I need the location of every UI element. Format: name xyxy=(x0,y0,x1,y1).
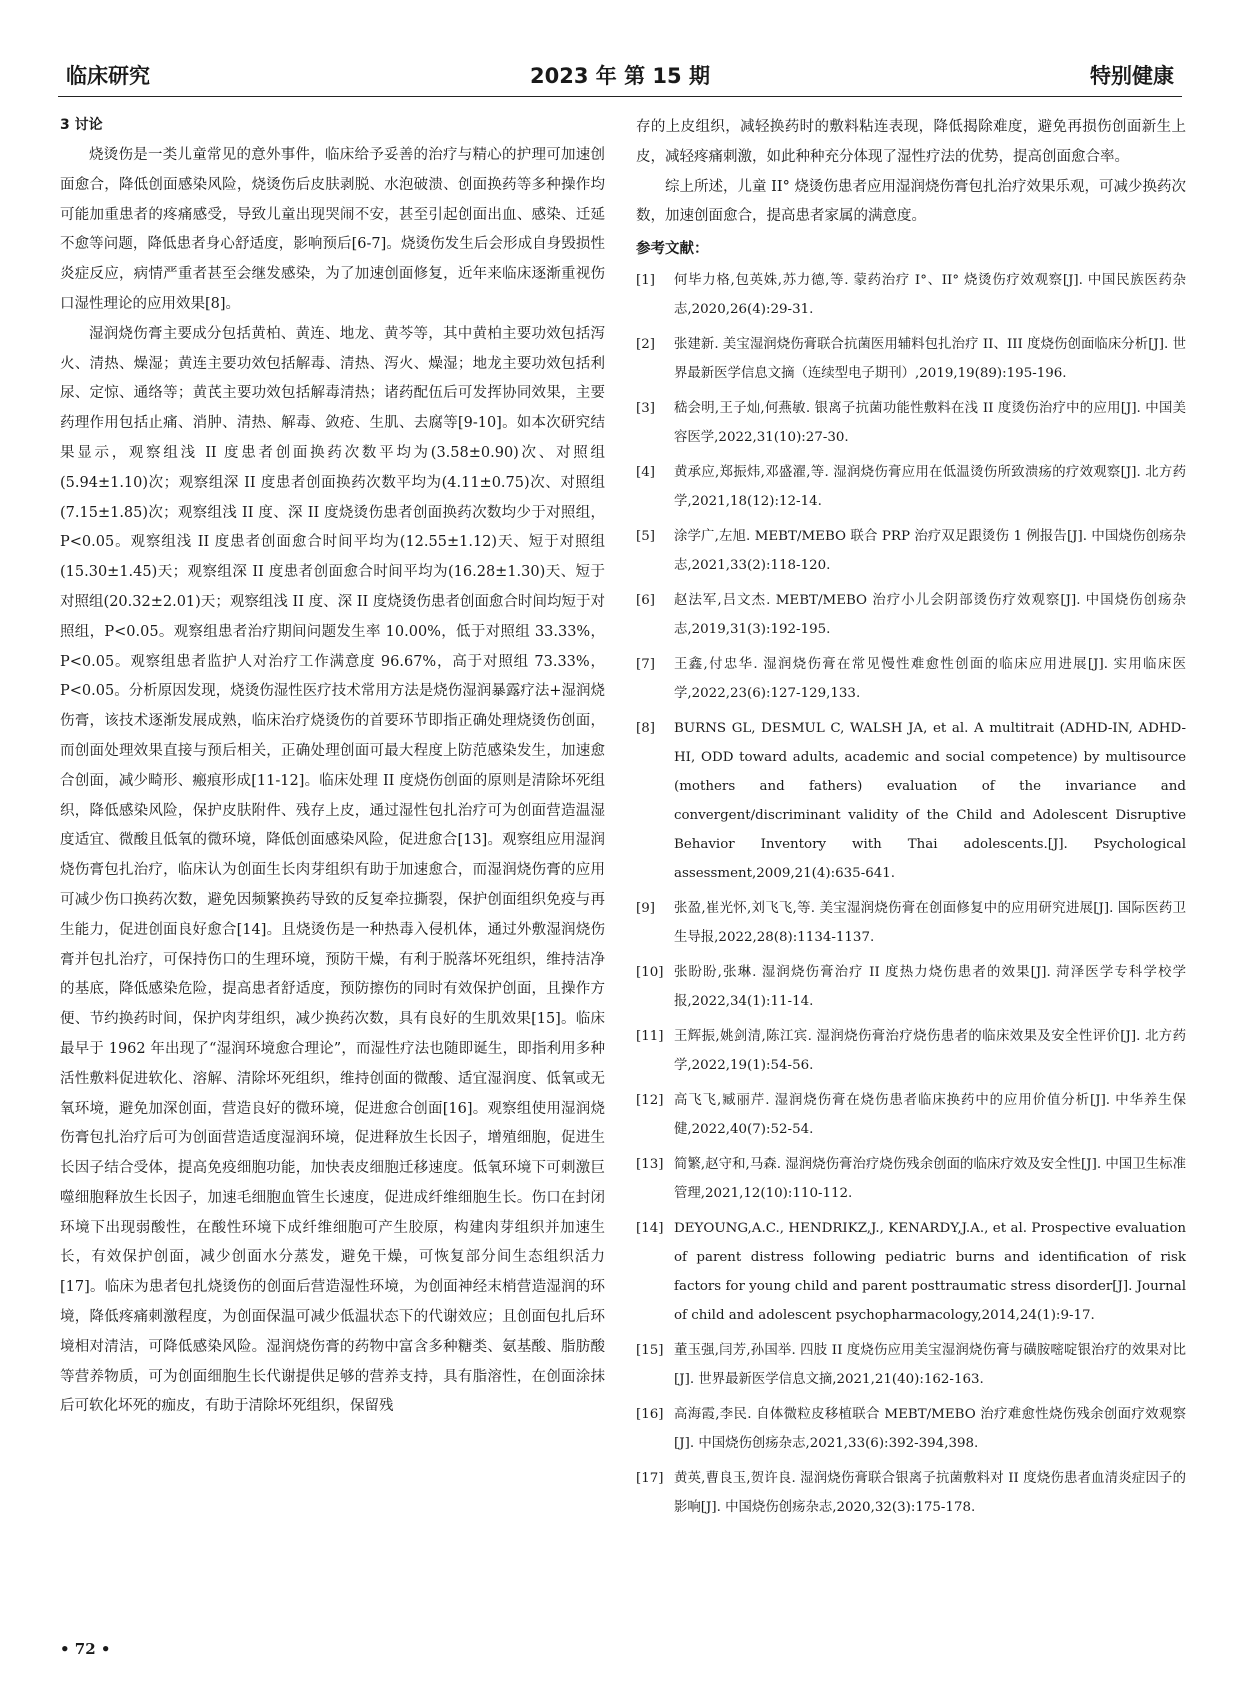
reference-number: [2] xyxy=(636,337,655,353)
reference-number: [1] xyxy=(636,273,655,289)
reference-item xyxy=(636,522,1186,580)
references-title: 参考文献： xyxy=(636,241,709,258)
reference-item xyxy=(636,458,1186,516)
reference-number: [17] xyxy=(636,1471,664,1487)
reference-text: BURNS GL, DESMUL C, WALSH JA, et al. A multitrait (ADHD-IN, ADHD-HI, ODD toward adults, academic and social competence) by multisource (mothers and fathers) evaluation of the invariance and convergent/discriminant validity of the Child and Adolescent Disruptive Behavior Inventory with Thai adolescents.[J]. Psychological assessment,2009,21(4):635-641. xyxy=(674,721,1186,882)
reference-text: 张建新. 美宝湿润烧伤膏联合抗菌医用辅料包扎治疗 II、III 度烧伤创面临床分析[J]. 世界最新医学信息文摘（连续型电子期刊）,2019,19(89):195-196. xyxy=(674,337,1186,382)
reference-number: [6] xyxy=(636,593,655,609)
reference-item xyxy=(636,1464,1186,1522)
reference-item xyxy=(636,1336,1186,1394)
reference-item xyxy=(636,1214,1186,1330)
reference-item xyxy=(636,958,1186,1016)
reference-number: [9] xyxy=(636,901,655,917)
reference-item xyxy=(636,1400,1186,1458)
conclusion-paragraph: 综上所述，儿童 II° 烧烫伤患者应用湿润烧伤膏包扎治疗效果乐观，可减少换药次数，加速创面愈合，提高患者家属的满意度。 xyxy=(636,178,1186,225)
reference-item xyxy=(636,714,1186,888)
reference-text: DEYOUNG,A.C., HENDRIKZ,J., KENARDY,J.A., et al. Prospective evaluation of parent distress following pediatric burns and identification of risk factors for young child and parent posttraumatic stress disorder[J]. Journal of child and adolescent psychopharmacology,2014,24(1):9-17. xyxy=(674,1221,1186,1324)
reference-number: [11] xyxy=(636,1029,664,1045)
header-issue: 2023 年 第 15 期 xyxy=(530,64,710,88)
reference-text: 涂学广,左旭. MEBT/MEBO 联合 PRP 治疗双足跟烫伤 1 例报告[J]. 中国烧伤创疡杂志,2021,33(2):118-120. xyxy=(674,529,1186,574)
reference-item xyxy=(636,650,1186,708)
page-header xyxy=(58,56,1182,97)
reference-item xyxy=(636,330,1186,388)
header-section-name: 临床研究 xyxy=(66,64,150,88)
reference-item xyxy=(636,586,1186,644)
discussion-paragraph-1: 烧烫伤是一类儿童常见的意外事件，临床给予妥善的治疗与精心的护理可加速创面愈合，降低创面感染风险，烧烫伤后皮肤剥脱、水泡破溃、创面换药等多种操作均可能加重患者的疼痛感受，导致儿童出现哭闹不安，甚至引起创面出血、感染、迁延不愈等问题，降低患者身心舒适度，影响预后[6-7]。烧烫伤发生后会形成自身毁损性炎症反应，病情严重者甚至会继发感染，为了加速创面修复，近年来临床逐渐重视伤口湿性理论的应用效果[8]。 xyxy=(60,147,605,312)
reference-item xyxy=(636,1022,1186,1080)
reference-item xyxy=(636,266,1186,324)
reference-text: 董玉强,闫芳,孙国举. 四肢 II 度烧伤应用美宝湿润烧伤膏与磺胺嘧啶银治疗的效果对比[J]. 世界最新医学信息文摘,2021,21(40):162-163. xyxy=(674,1343,1186,1388)
reference-number: [13] xyxy=(636,1157,664,1173)
reference-list xyxy=(636,266,1186,1522)
reference-text: 赵法军,吕文杰. MEBT/MEBO 治疗小儿会阴部烫伤疗效观察[J]. 中国烧伤创疡杂志,2019,31(3):192-195. xyxy=(674,593,1186,638)
reference-number: [14] xyxy=(636,1221,664,1237)
reference-number: [16] xyxy=(636,1407,664,1423)
reference-number: [12] xyxy=(636,1093,664,1109)
reference-item xyxy=(636,394,1186,452)
reference-item xyxy=(636,1086,1186,1144)
reference-item xyxy=(636,894,1186,952)
reference-text: 嵇会明,王子灿,何燕敏. 银离子抗菌功能性敷料在浅 II 度烫伤治疗中的应用[J]. 中国美容医学,2022,31(10):27-30. xyxy=(674,401,1186,446)
reference-text: 黄英,曹良玉,贺许良. 湿润烧伤膏联合银离子抗菌敷料对 II 度烧伤患者血清炎症因子的影响[J]. 中国烧伤创疡杂志,2020,32(3):175-178. xyxy=(674,1471,1186,1516)
reference-text: 简繁,赵守和,马森. 湿润烧伤膏治疗烧伤残余创面的临床疗效及安全性[J]. 中国卫生标准管理,2021,12(10):110-112. xyxy=(674,1157,1186,1202)
reference-text: 王辉振,姚剑清,陈江宾. 湿润烧伤膏治疗烧伤患者的临床效果及安全性评价[J]. 北方药学,2022,19(1):54-56. xyxy=(674,1029,1186,1074)
reference-text: 张盼盼,张琳. 湿润烧伤膏治疗 II 度热力烧伤患者的效果[J]. 菏泽医学专科学校学报,2022,34(1):11-14. xyxy=(674,965,1186,1010)
reference-number: [8] xyxy=(636,721,655,737)
reference-number: [5] xyxy=(636,529,655,545)
reference-text: 王鑫,付忠华. 湿润烧伤膏在常见慢性难愈性创面的临床应用进展[J]. 实用临床医学,2022,23(6):127-129,133. xyxy=(674,657,1186,702)
reference-number: [10] xyxy=(636,965,664,981)
reference-item xyxy=(636,1150,1186,1208)
reference-text: 何毕力格,包英姝,苏力德,等. 蒙药治疗 I°、II° 烧烫伤疗效观察[J]. 中国民族医药杂志,2020,26(4):29-31. xyxy=(674,273,1186,318)
reference-text: 高飞飞,臧丽芹. 湿润烧伤膏在烧伤患者临床换药中的应用价值分析[J]. 中华养生保健,2022,40(7):52-54. xyxy=(674,1093,1186,1138)
discussion-continuation: 存的上皮组织，减轻换药时的敷料粘连表现，降低揭除难度，避免再损伤创面新生上皮，减轻疼痛刺激，如此种种充分体现了湿性疗法的优势，提高创面愈合率。 xyxy=(636,119,1186,165)
reference-text: 高海霞,李民. 自体微粒皮移植联合 MEBT/MEBO 治疗难愈性烧伤残余创面疗效观察[J]. 中国烧伤创疡杂志,2021,33(6):392-394,398. xyxy=(674,1407,1186,1452)
reference-text: 张盈,崔光怀,刘飞飞,等. 美宝湿润烧伤膏在创面修复中的应用研究进展[J]. 国际医药卫生导报,2022,28(8):1134-1137. xyxy=(674,901,1186,946)
right-column xyxy=(636,113,1186,1528)
reference-text: 黄承应,郑振炜,邓盛濯,等. 湿润烧伤膏应用在低温烫伤所致溃疡的疗效观察[J]. 北方药学,2021,18(12):12-14. xyxy=(674,465,1186,510)
header-journal-name: 特别健康 xyxy=(1090,64,1174,88)
reference-number: [3] xyxy=(636,401,655,417)
reference-number: [4] xyxy=(636,465,655,481)
reference-number: [15] xyxy=(636,1343,664,1359)
left-column xyxy=(60,113,605,1422)
section-title: 3 讨论 xyxy=(60,117,103,133)
discussion-paragraph-2: 湿润烧伤膏主要成分包括黄柏、黄连、地龙、黄芩等，其中黄柏主要功效包括泻火、清热、燥湿；黄连主要功效包括解毒、清热、泻火、燥湿；地龙主要功效包括利尿、定惊、通络等；黄芪主要功效包括解毒清热；诸药配伍后可发挥协同效果，主要药理作用包括止痛、消肿、清热、解毒、敛疮、生肌、去腐等[9-10]。如本次研究结果显示，观察组浅 II 度患者创面换药次数平均为(3.58±0.90)次、对照组(5.94±1.10)次；观察组深 II 度患者创面换药次数平均为(4.11±0.75)次、对照组(7.15±1.85)次；观察组浅 II 度、深 II 度烧烫伤患者创面换药次数均少于对照组，P<0.05。观察组浅 II 度患者创面愈合时间平均为(12.55±1.12)天、短于对照组(15.30±1.45)天；观察组深 II 度患者创面愈合时间平均为(16.28±1.30)天、短于对照组(20.32±2.01)天；观察组浅 II 度、深 II 度烧烫伤患者创面愈合时间均短于对照组，P<0.05。观察组患者治疗期间问题发生率 10.00%，低于对照组 33.33%，P<0.05。观察组患者监护人对治疗工作满意度 96.67%，高于对照组 73.33%，P<0.05。分析原因发现，烧烫伤湿性医疗技术常用方法是烧伤湿润暴露疗法+湿润烧伤膏，该技术逐渐发展成熟，临床治疗烧烫伤的首要环节即指正确处理烧烫伤创面，而创面处理效果直接与预后相关，正确处理创面可最大程度上防范感染发生，加速愈合创面，减少畸形、瘢痕形成[11-12]。临床处理 II 度烧伤创面的原则是清除坏死组织，降低感染风险，保护皮肤附件、残存上皮，通过湿性包扎治疗可为创面营造温湿度适宜、微酸且低氧的微环境，降低创面感染风险，促进愈合[13]。观察组应用湿润烧伤膏包扎治疗，临床认为创面生长肉芽组织有助于加速愈合，而湿润烧伤膏的应用可减少伤口换药次数，避免因频繁换药导致的反复牵拉撕裂，保护创面组织免疫与再生能力，促进创面良好愈合[14]。且烧烫伤是一种热毒入侵机体，通过外敷湿润烧伤膏并包扎治疗，可保持伤口的生理环境，预防干燥，有利于脱落坏死组织，维持洁净的基底，降低感染危险，提高患者舒适度，预防擦伤的同时有效保护创面，且操作方便、节约换药时间，保护肉芽组织，减少换药次数，具有良好的生肌效果[15]。临床最早于 1962 年出现了“湿润环境愈合理论”，而湿性疗法也随即诞生，即指利用多种活性敷料促进软化、溶解、清除坏死组织，维持创面的微酸、适宜湿润度、低氧或无氧环境，避免加深创面，营造良好的微环境，促进愈合创面[16]。观察组使用湿润烧伤膏包扎治疗后可为创面营造适度湿润环境，促进释放生长因子，增殖细胞，促进生长因子结合受体，提高免疫细胞功能，加快表皮细胞迁移速度。低氧环境下可刺激巨噬细胞释放生长因子，加速毛细胞血管生长速度，促进成纤维细胞生长。伤口在封闭环境下出现弱酸性，在酸性环境下成纤维细胞可产生胶原，构建肉芽组织并加速生长，有效保护创面，减少创面水分蒸发，避免干燥，可恢复部分间生态组织活力[17]。临床为患者包扎烧烫伤的创面后营造湿性环境，为创面神经末梢营造湿润的环境，降低疼痛刺激程度，为创面保温可减少低温状态下的代谢效应；且创面包扎后环境相对清洁，可降低感染风险。湿润烧伤膏的药物中富含多种糖类、氨基酸、脂肪酸等营养物质，可为创面细胞生长代谢提供足够的营养支持，具有脂溶性，在创面涂抹后可软化坏死的痂皮，有助于清除坏死组织，保留残 xyxy=(60,325,605,1415)
page-number: • 72 • xyxy=(60,1640,111,1658)
reference-number: [7] xyxy=(636,657,655,673)
